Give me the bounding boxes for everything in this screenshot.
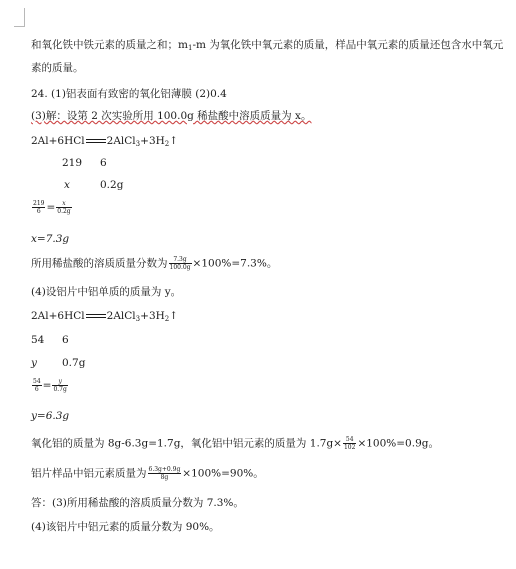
ratio-value: 0.2g	[100, 179, 124, 191]
ratio-value: 6	[62, 334, 69, 346]
equals-sign	[86, 139, 106, 143]
equals-sign	[86, 314, 106, 318]
proportion-1: $\frac{219}{6}$ = $\frac{x}{0.2g}$	[33, 200, 71, 215]
text-line: 和氧化铁中铁元素的质量之和；$m_1-m$ 为氧化铁中氧元素的质量，样品中氧元素的质量还包含水中氧元	[31, 39, 504, 52]
ratio-value: 54	[31, 334, 45, 346]
x-result: x=7.3g	[31, 233, 70, 245]
ratio-value: 6	[100, 157, 107, 169]
solution-3-intro: (3)解：设第 2 次实验所用 100.0g 稀盐酸中溶质质量为 x。	[31, 110, 312, 122]
ratio-variable: y	[31, 357, 37, 369]
answer-4: (4)该铝片中铝元素的质量分数为 90%。	[31, 521, 220, 533]
answer-3: 答：(3)所用稀盐酸的溶质质量分数为 7.3%。	[31, 497, 244, 509]
percentage-calc: 所用稀盐酸的溶质质量分数为 $\frac{7.3g}{100.0g}$ ×100%=7.3%。	[31, 256, 278, 271]
y-result: y=6.3g	[31, 410, 70, 422]
page-corner-mark	[14, 8, 25, 27]
chemical-equation-1: 2Al+6HCl $2AlCl_3+3H_2↑$	[31, 135, 179, 148]
chemical-equation-2: 2Al+6HCl $2AlCl_3+3H_2↑$	[31, 310, 179, 323]
alumina-calc: 氧化铝的质量为 8g-6.3g=1.7g，氧化铝中铝元素的质量为 1.7g× $\frac{54}{102}$ ×100%=0.9g。	[31, 436, 439, 451]
text-line: 素的质量。	[31, 62, 84, 74]
answer-24-part1-2: 24. (1)铝表面有致密的氧化铝薄膜 (2)0.4	[31, 88, 227, 100]
proportion-2: $\frac{54}{6}$ = $\frac{y}{0.7g}$	[33, 378, 67, 393]
ratio-value: 219	[62, 157, 83, 169]
ratio-variable: x	[64, 179, 70, 191]
ratio-value: 0.7g	[62, 357, 86, 369]
solution-4-intro: (4)设铝片中铝单质的质量为 y。	[31, 286, 182, 298]
total-aluminum-calc: 铝片样品中铝元素质量为 $\frac{6.3g+0.9g}{8g}$ ×100%=90%。	[31, 466, 264, 481]
